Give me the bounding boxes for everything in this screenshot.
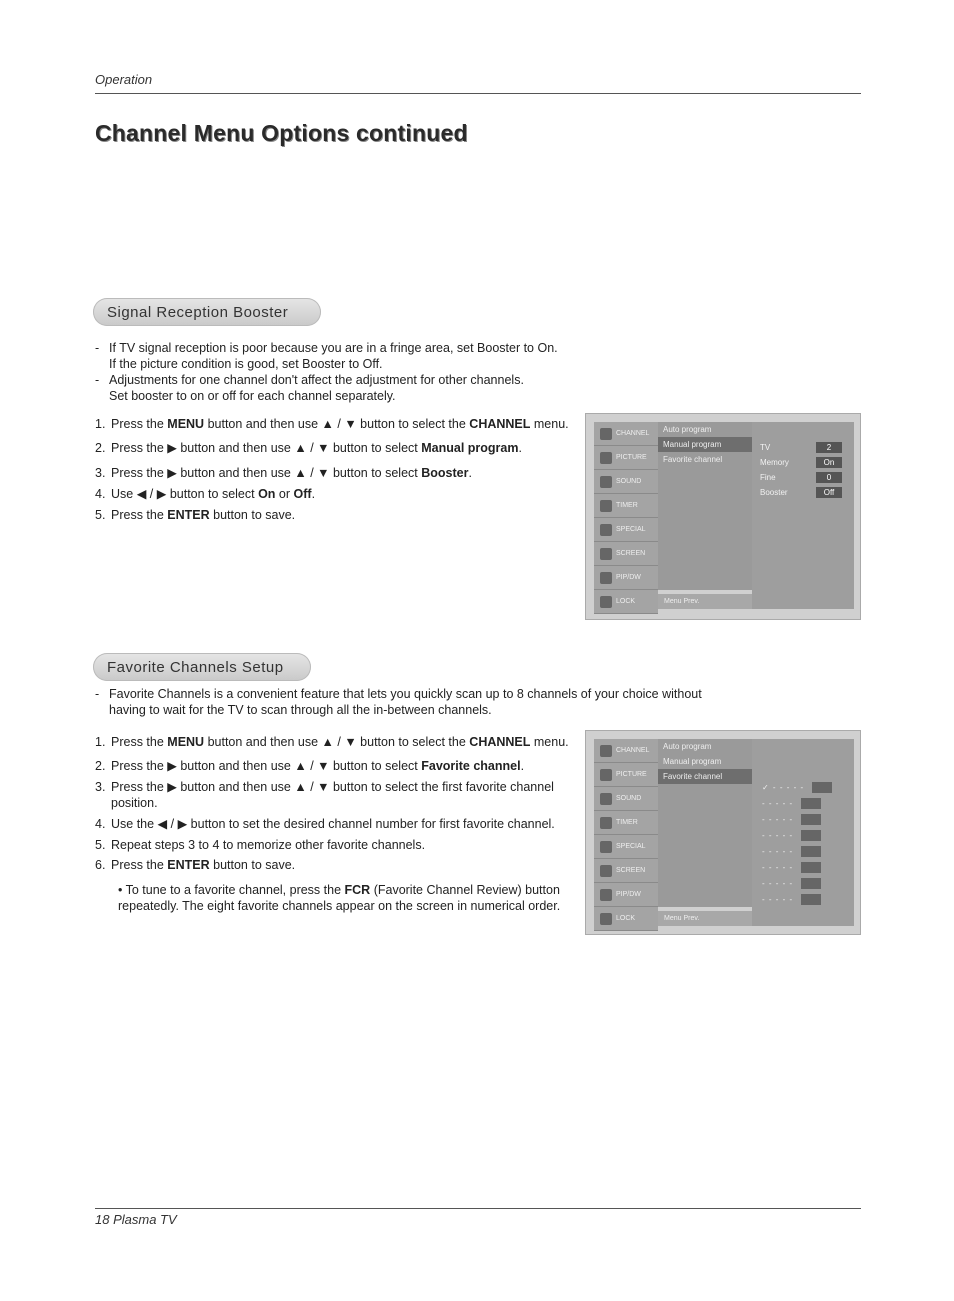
fav-slot-value: [801, 894, 821, 905]
osd-side-sound: SOUND: [594, 470, 658, 494]
fcr-note: • To tune to a favorite channel, press the FCR (Favorite Channel Review) button repeatedly. The eight favorite channels appear on the screen in numerical order.: [118, 883, 561, 913]
fav-slot: - - - - -: [752, 859, 854, 875]
special-icon: [600, 841, 612, 853]
timer-icon: [600, 500, 612, 512]
step-number: 6.: [95, 858, 106, 872]
booster-bullets: [95, 340, 615, 404]
screen-icon: [600, 865, 612, 877]
step-4: 4. Use the ◀ / ▶ button to set the desired channel number for first favorite channel.: [95, 817, 555, 831]
step-2: 2. Press the ▶ button and then use ▲ / ▼ button to select Manual program.: [95, 441, 522, 455]
step-number: 1.: [95, 735, 106, 749]
fav-slot-value: [801, 878, 821, 889]
step-2: 2. Press the ▶ button and then use ▲ / ▼ button to select Favorite channel.: [95, 759, 525, 773]
osd-side-channel: CHANNEL: [594, 739, 658, 763]
picture-icon: [600, 769, 612, 781]
special-icon: [600, 524, 612, 536]
osd-side-lock: LOCK: [594, 590, 658, 614]
osd-side-timer: TIMER: [594, 494, 658, 518]
screen-icon: [600, 548, 612, 560]
step-number: 5.: [95, 838, 106, 852]
channel-icon: [600, 428, 612, 440]
step-number: 3.: [95, 780, 106, 794]
step-number: 4.: [95, 817, 106, 831]
booster-heading: Signal Reception Booster: [93, 298, 321, 326]
header-rule: [95, 93, 861, 94]
timer-icon: [600, 817, 612, 829]
osd-sub-auto: Auto program: [663, 425, 712, 434]
fav-slot: - - - - -: [752, 811, 854, 827]
step-3: 3. Press the ▶ button and then use ▲ / ▼ button to select Booster.: [95, 466, 472, 480]
osd-side-picture: PICTURE: [594, 763, 658, 787]
osd-setting-memory: Memory On: [752, 455, 854, 469]
favorite-osd-screenshot: [585, 730, 861, 935]
osd-side-screen: SCREEN: [594, 859, 658, 883]
step-4: 4. Use ◀ / ▶ button to select On or Off.: [95, 487, 316, 501]
fav-slot: - - - - -: [752, 827, 854, 843]
page-footer: 18 Plasma TV: [95, 1212, 177, 1227]
osd-favorite-list: [752, 739, 854, 926]
step-5: 5. Press the ENTER button to save.: [95, 508, 296, 522]
osd-submenu: [658, 422, 752, 590]
step-number: 4.: [95, 487, 106, 501]
step-6: 6. Press the ENTER button to save.: [95, 858, 296, 872]
favorite-heading: Favorite Channels Setup: [93, 653, 311, 681]
fav-slot-value: [801, 830, 821, 841]
osd-side-timer: TIMER: [594, 811, 658, 835]
fav-slot: - - - - -: [752, 795, 854, 811]
footer-rule: [95, 1208, 861, 1209]
favorite-bullets: [95, 686, 775, 718]
booster-bullet-2: - Adjustments for one channel don't affect the adjustment for other channels. Set booster to on or off for each channel separately.: [95, 373, 524, 403]
step-number: 1.: [95, 417, 106, 431]
fav-slot: - - - - -: [752, 891, 854, 907]
osd-settings-panel: [752, 422, 854, 609]
step-5: 5. Repeat steps 3 to 4 to memorize other favorite channels.: [95, 838, 426, 852]
favorite-bullet-1: - Favorite Channels is a convenient feature that lets you quickly scan up to 8 channels of your choice without having to wait for the TV to scan through all the in-between channels.: [95, 687, 702, 717]
osd-side-screen: SCREEN: [594, 542, 658, 566]
step-number: 3.: [95, 466, 106, 480]
osd-sub-favorite: Favorite channel: [663, 455, 723, 464]
osd-side-channel: CHANNEL: [594, 422, 658, 446]
osd-bottom-bar: Menu Prev.: [658, 594, 752, 609]
fav-slot-value: [801, 846, 821, 857]
fav-slot-value: [801, 814, 821, 825]
osd-sub-favorite: Favorite channel: [658, 769, 752, 784]
step-number: 5.: [95, 508, 106, 522]
step-3: 3. Press the ▶ button and then use ▲ / ▼ button to select the first favorite channel position.: [95, 780, 554, 810]
osd-side-pipdw: PIP/DW: [594, 566, 658, 590]
sound-icon: [600, 476, 612, 488]
osd-sub-auto: Auto program: [663, 742, 712, 751]
fav-slot: - - - - -: [752, 875, 854, 891]
osd-setting-booster: Booster Off: [752, 485, 854, 499]
osd-sub-manual: Manual program: [663, 757, 722, 766]
osd-submenu: [658, 739, 752, 907]
fav-slot-value: [812, 782, 832, 793]
osd-bottom-bar: Menu Prev.: [658, 911, 752, 926]
osd-side-menu: [594, 422, 658, 614]
pip-icon: [600, 572, 612, 584]
osd-side-sound: SOUND: [594, 787, 658, 811]
fav-slot: ✓ - - - - -: [752, 779, 854, 795]
osd-side-lock: LOCK: [594, 907, 658, 931]
picture-icon: [600, 452, 612, 464]
channel-icon: [600, 745, 612, 757]
osd-setting-fine: Fine 0: [752, 470, 854, 484]
pip-icon: [600, 889, 612, 901]
lock-icon: [600, 596, 612, 608]
osd-side-special: SPECIAL: [594, 518, 658, 542]
osd-side-pipdw: PIP/DW: [594, 883, 658, 907]
fav-slot-value: [801, 862, 821, 873]
step-number: 2.: [95, 759, 106, 773]
step-1: 1. Press the MENU button and then use ▲ / ▼ button to select the CHANNEL menu.: [95, 417, 569, 431]
osd-setting-tv: TV 2: [752, 440, 854, 454]
step-number: 2.: [95, 441, 106, 455]
page-title: Channel Menu Options continued: [95, 120, 468, 146]
osd-side-menu: [594, 739, 658, 931]
lock-icon: [600, 913, 612, 925]
booster-bullet-1: - If TV signal reception is poor because you are in a fringe area, set Booster to On. If the picture condition is good, set Booster to Off.: [95, 341, 558, 371]
step-1: 1. Press the MENU button and then use ▲ / ▼ button to select the CHANNEL menu.: [95, 735, 569, 749]
booster-osd-screenshot: [585, 413, 861, 620]
fav-slot: - - - - -: [752, 843, 854, 859]
osd-side-special: SPECIAL: [594, 835, 658, 859]
section-header: Operation: [95, 72, 153, 87]
osd-sub-manual: Manual program: [658, 437, 752, 452]
fav-slot-value: [801, 798, 821, 809]
sound-icon: [600, 793, 612, 805]
osd-side-picture: PICTURE: [594, 446, 658, 470]
